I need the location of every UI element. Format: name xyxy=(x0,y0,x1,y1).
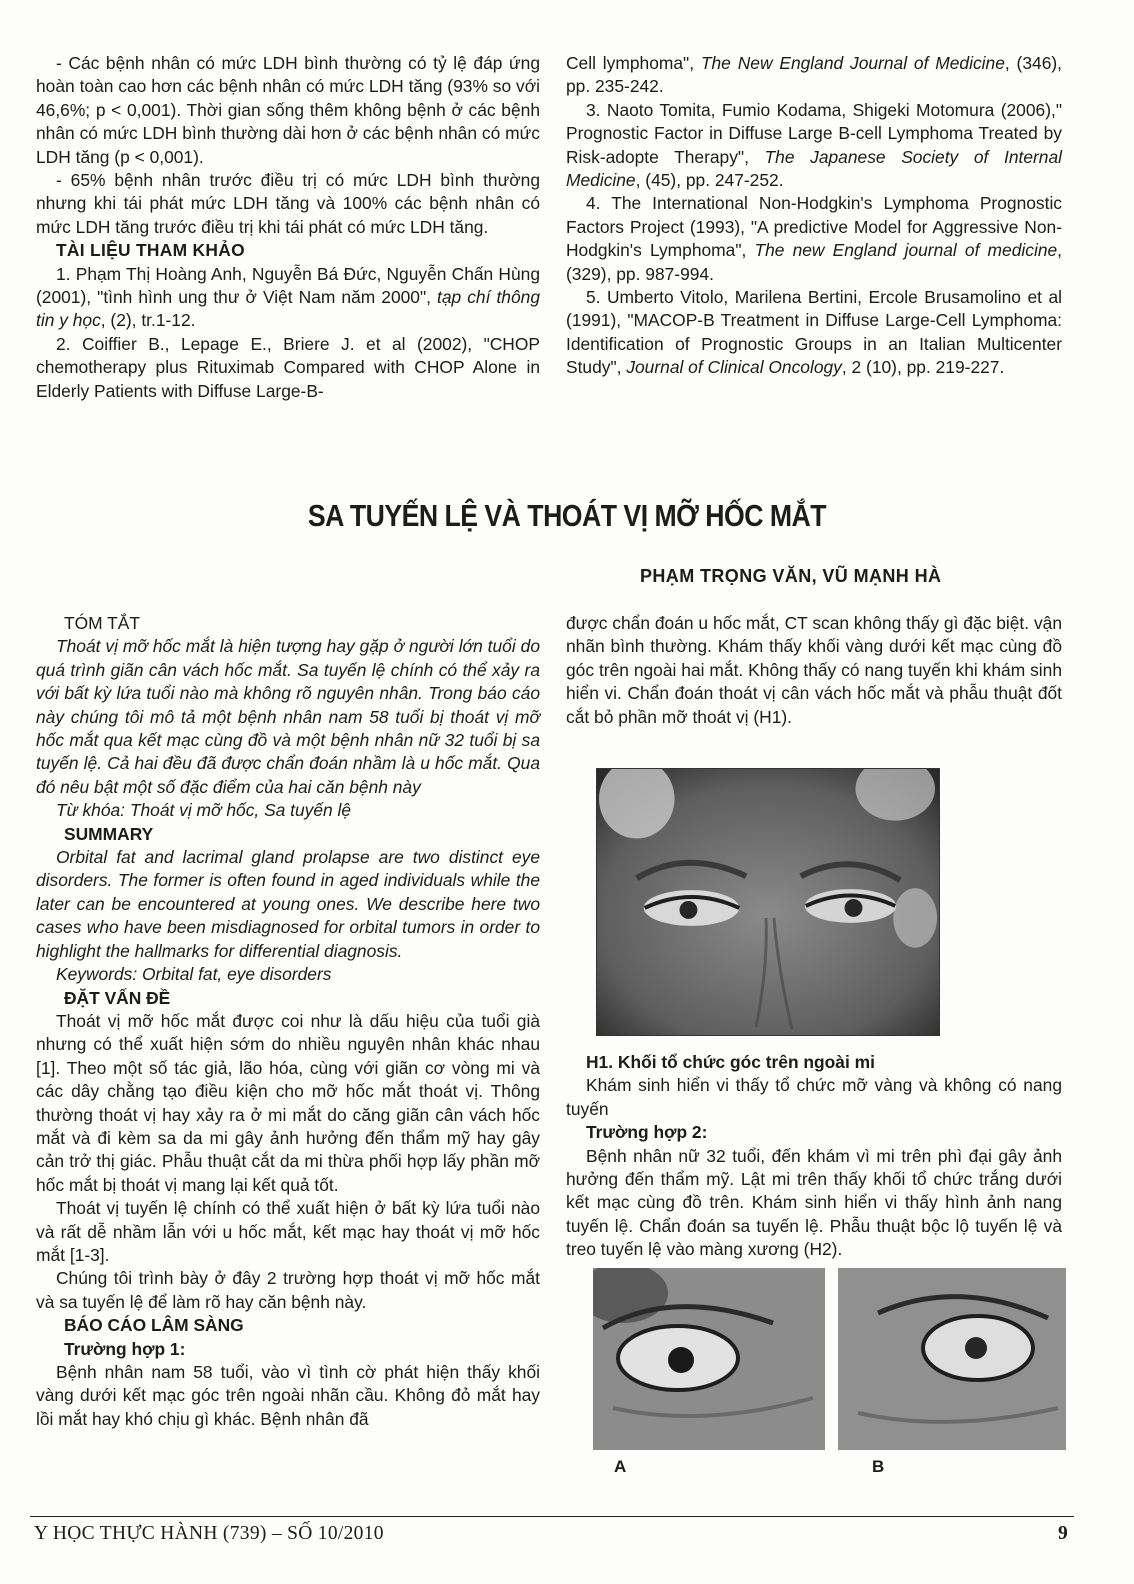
article-authors: PHẠM TRỌNG VĂN, VŨ MẠNH HÀ xyxy=(640,566,942,586)
article-title: SA TUYẾN LỆ VÀ THOÁT VỊ MỠ HỐC MẮT xyxy=(307,498,827,533)
intro-heading: ĐẶT VẤN ĐỀ xyxy=(64,987,171,1008)
keywords-en: Keywords: Orbital fat, eye disorders xyxy=(56,964,332,985)
case1-paragraph-continued: được chẩn đoán u hốc mắt, CT scan không thấy gì đặc biệt. vận nhãn bình thường. Khám thấy khối vàng dưới kết mạc cùng đồ góc trên ngoài hai mắt. Không thấy có nang tuyến khi khám sinh hiển vi. Chẩn đoán thoát vị cân vách hốc mắt và phẫu thuật đốt cắt bỏ phần mỡ thoát vị (H1). xyxy=(566,613,1062,727)
summary-en-heading: SUMMARY xyxy=(64,823,154,844)
reference-item: Cell lymphoma", The New England Journal of Medicine, (346), pp. 235-242. xyxy=(566,53,1062,97)
figure-h2b-eye-photo xyxy=(838,1268,1066,1450)
keywords-vi: Từ khóa: Thoát vị mỡ hốc, Sa tuyến lệ xyxy=(56,800,352,821)
conclusion-paragraph: - Các bệnh nhân có mức LDH bình thường có tỷ lệ đáp ứng hoàn toàn cao hơn các bệnh nhân có mức LDH tăng (93% so với 46,6%; p < 0,001). Thời gian sống thêm không bệnh ở các bệnh nhân có mức LDH bình thường dài hơn ở các bệnh nhân có mức LDH tăng (p < 0,001). xyxy=(36,53,540,167)
figure-label-b: B xyxy=(872,1457,885,1476)
conclusion-paragraph: - 65% bệnh nhân trước điều trị có mức LDH bình thường nhưng khi tái phát mức LDH tăng và 100% các bệnh nhân có mức LDH tăng trước điều trị khi tái phát có mức LDH tăng. xyxy=(36,170,540,237)
reference-item: 2. Coiffier B., Lepage E., Briere J. et al (2002), "CHOP chemotherapy plus Rituximab Compared with CHOP Alone in Elderly Patients with Diffuse Large-B- xyxy=(36,333,540,401)
reference-item: 3. Naoto Tomita, Fumio Kodama, Shigeki Motomura (2006)," Prognostic Factor in Diffuse Large B-cell Lymphoma Treated by Risk-adopte Therapy", The Japanese Society of Internal Medicine, (45), pp. 247-252. xyxy=(566,99,1062,191)
case1-paragraph: Bệnh nhân nam 58 tuổi, vào vì tình cờ phát hiện thấy khối vàng dưới kết mạc góc trên ngoài nhãn cầu. Không đỏ mắt hay lồi mắt hay khó chịu gì khác. Bệnh nhân đã xyxy=(36,1362,540,1429)
figure-h1-note: Khám sinh hiển vi thấy tổ chức mỡ vàng và không có nang tuyến xyxy=(566,1075,1062,1119)
intro-paragraph: Thoát vị mỡ hốc mắt được coi như là dấu hiệu của tuổi già nhưng có thể xuất hiện sớm do nhiều nguyên nhân khác nhau [1]. Theo một số tác giả, lão hóa, cùng với giãn cơ vòng mi và các dây chằng tạo điều kiện cho mỡ hốc mắt thoát vị. Thông thường thoát vị hay xảy ra ở mi mắt do căng giãn cân vách hốc mắt và đi kèm sa da mi gây ảnh hưởng đến thẩm mỹ hay gây cản trở thị giác. Phẫu thuật cắt da mi thừa phối hợp lấy phần mỡ hốc mắt bị thoát vị mang lại kết quả tốt. xyxy=(36,1010,540,1195)
page-number: 9 xyxy=(1058,1523,1068,1544)
reference-item: 4. The International Non-Hodgkin's Lymphoma Prognostic Factors Project (1993), "A predictive Model for Aggressive Non-Hodgkin's Lymphoma", The new England journal of medicine, (329), pp. 987-994. xyxy=(566,193,1063,284)
figure-h2a-eye-photo xyxy=(593,1268,825,1450)
references-heading: TÀI LIỆU THAM KHẢO xyxy=(56,240,245,261)
article-left-column xyxy=(36,612,540,1431)
intro-paragraph: Chúng tôi trình bày ở đây 2 trường hợp thoát vị mỡ hốc mắt và sa tuyến lệ để làm rõ hay căn bệnh này. xyxy=(36,1268,540,1312)
figure-h1-eye-photo xyxy=(596,768,940,1036)
summary-en-text: Orbital fat and lacrimal gland prolapse are two distinct eye disorders. The former is often found in aged individuals while the later can be encountered at young ones. We describe here two cases who have been misdiagnosed for orbital tumors in order to highlight the hallmarks for differential diagnosis. xyxy=(36,847,540,961)
case-report-heading: BÁO CÁO LÂM SÀNG xyxy=(64,1315,244,1336)
previous-article-right-column xyxy=(566,52,1062,380)
case2-heading: Trường hợp 2: xyxy=(586,1122,708,1143)
intro-paragraph: Thoát vị tuyến lệ chính có thể xuất hiện ở bất kỳ lứa tuổi nào và rất dễ nhầm lẫn với u hốc mắt, kết mạc hay thoát vị mỡ hốc mắt [1-3]. xyxy=(36,1198,540,1265)
journal-footer: Y HỌC THỰC HÀNH (739) – SỐ 10/2010 xyxy=(34,1523,384,1544)
figure-label-a: A xyxy=(614,1457,627,1476)
reference-item: 5. Umberto Vitolo, Marilena Bertini, Ercole Brusamolino et al (1991), "MACOP-B Treatment in Diffuse Large-Cell Lymphoma: Identification of Prognostic Groups in an Italian Multicenter Study", Journal of Clinical Oncology, 2 (10), pp. 219-227. xyxy=(566,287,1062,378)
previous-article-left-column xyxy=(36,52,540,403)
footer-divider xyxy=(30,1516,1074,1517)
case2-paragraph: Bệnh nhân nữ 32 tuổi, đến khám vì mi trên phì đại gây ảnh hưởng đến thẩm mỹ. Lật mi trên thấy khối tổ chức trắng dưới kết mạc cùng đồ trên. Khám sinh hiển vi thấy hình ảnh nang tuyến lệ. Chẩn đoán sa tuyến lệ. Phẫu thuật bộc lộ tuyến lệ và treo tuyến lệ vào màng xương (H2). xyxy=(566,1145,1062,1260)
summary-vi-text: Thoát vị mỡ hốc mắt là hiện tượng hay gặp ở người lớn tuổi do quá trình giãn cân vách hốc mắt. Sa tuyến lệ chính có thể xảy ra với bất kỳ lứa tuổi nào mà không rõ nguyên nhân. Trong báo cáo này chúng tôi mô tả một bệnh nhân nam 58 tuổi bị thoát vị mỡ hốc mắt qua kết mạc cùng đồ và một bệnh nhân nữ 32 tuổi bị sa tuyến lệ. Cả hai đều đã được chẩn đoán nhầm là u hốc mắt. Qua đó nêu bật một số đặc điểm của hai căn bệnh này xyxy=(36,636,540,797)
case1-heading: Trường hợp 1: xyxy=(64,1338,186,1359)
summary-vi-heading: TÓM TẮT xyxy=(64,613,140,633)
figure-h1-caption: H1. Khối tổ chức góc trên ngoài mi xyxy=(586,1052,875,1073)
reference-item: 1. Phạm Thị Hoàng Anh, Nguyễn Bá Đức, Nguyễn Chấn Hùng (2001), "tình hình ung thư ở Việt Nam năm 2000", tạp chí thông tin y học, (2), tr.1-12. xyxy=(36,263,540,331)
